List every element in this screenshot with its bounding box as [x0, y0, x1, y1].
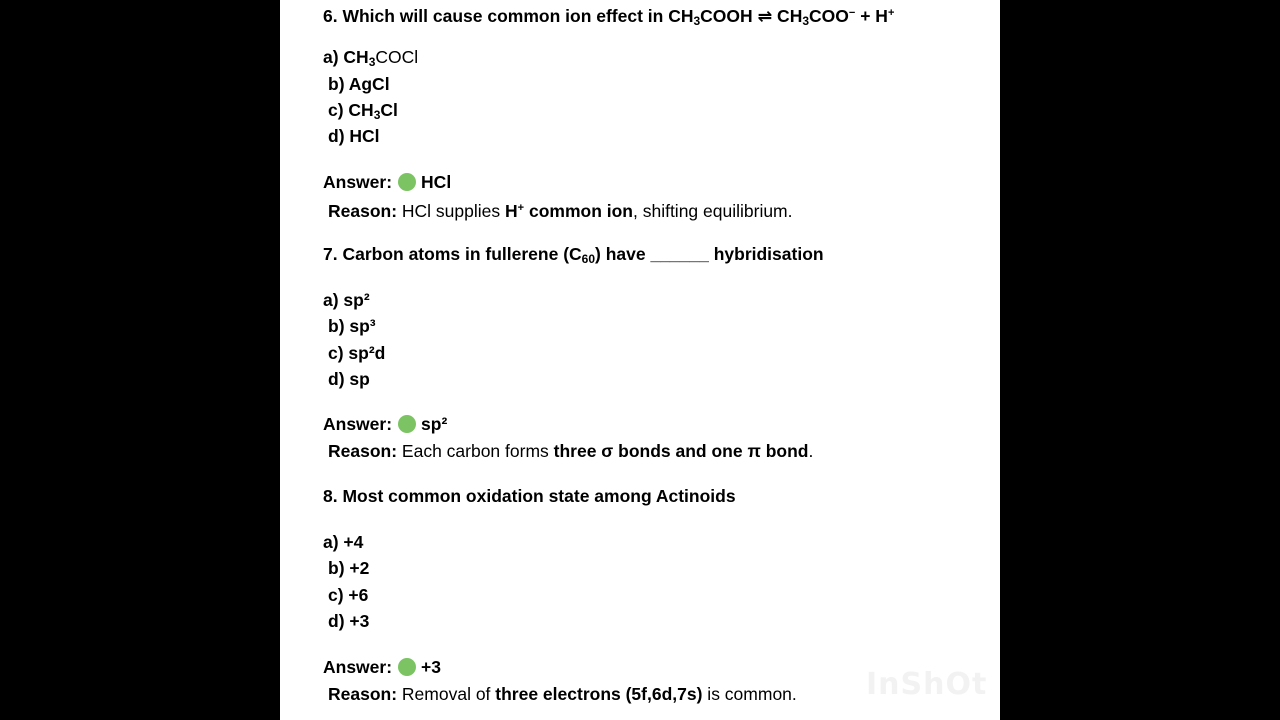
question-6: 6. Which will cause common ion effect in $CH_3COOH$ ⇌ $CH_3COO^- + H^+$	[323, 6, 895, 28]
answer-label: Answer:	[323, 657, 393, 677]
q8-option-c: c) +6	[328, 585, 369, 605]
q7-option-b: b) sp³	[328, 316, 376, 336]
green-circle-icon	[398, 658, 416, 676]
q6-answer: Answer: HCl	[323, 172, 452, 192]
green-circle-icon	[398, 173, 416, 191]
q6-option-a: a) $CH_3COCl$	[323, 47, 419, 69]
green-circle-icon	[398, 415, 416, 433]
q8-option-b: b) +2	[328, 558, 370, 578]
watermark-logo: InShOt	[866, 667, 988, 702]
q8-reason: Reason: Removal of three electrons (5f,6d,7s) is common.	[328, 684, 797, 704]
q7-option-d: d) sp	[328, 369, 370, 389]
q6-option-c: c) $CH_3Cl$	[328, 100, 398, 122]
q6-reason: Reason: HCl supplies H+ common ion, shifting equilibrium.	[328, 201, 793, 221]
q7-option-c: c) sp²d	[328, 343, 386, 363]
question-7: 7. Carbon atoms in fullerene $(C_{60})$ have ______ hybridisation	[323, 244, 824, 266]
answer-label: Answer:	[323, 172, 393, 192]
question-8: 8. Most common oxidation state among Actinoids	[323, 486, 736, 506]
q6-option-d: d) HCl	[328, 126, 380, 146]
q6-option-b: b) AgCl	[328, 74, 390, 94]
q7-reason: Reason: Each carbon forms three σ bonds and one π bond.	[328, 441, 814, 461]
answer-label: Answer:	[323, 414, 393, 434]
q8-option-d: d) +3	[328, 611, 370, 631]
q7-option-a: a) sp²	[323, 290, 370, 310]
document-page	[280, 0, 1000, 720]
q8-answer: Answer: +3	[323, 657, 441, 677]
q8-option-a: a) +4	[323, 532, 364, 552]
q7-answer: Answer: sp²	[323, 414, 448, 434]
